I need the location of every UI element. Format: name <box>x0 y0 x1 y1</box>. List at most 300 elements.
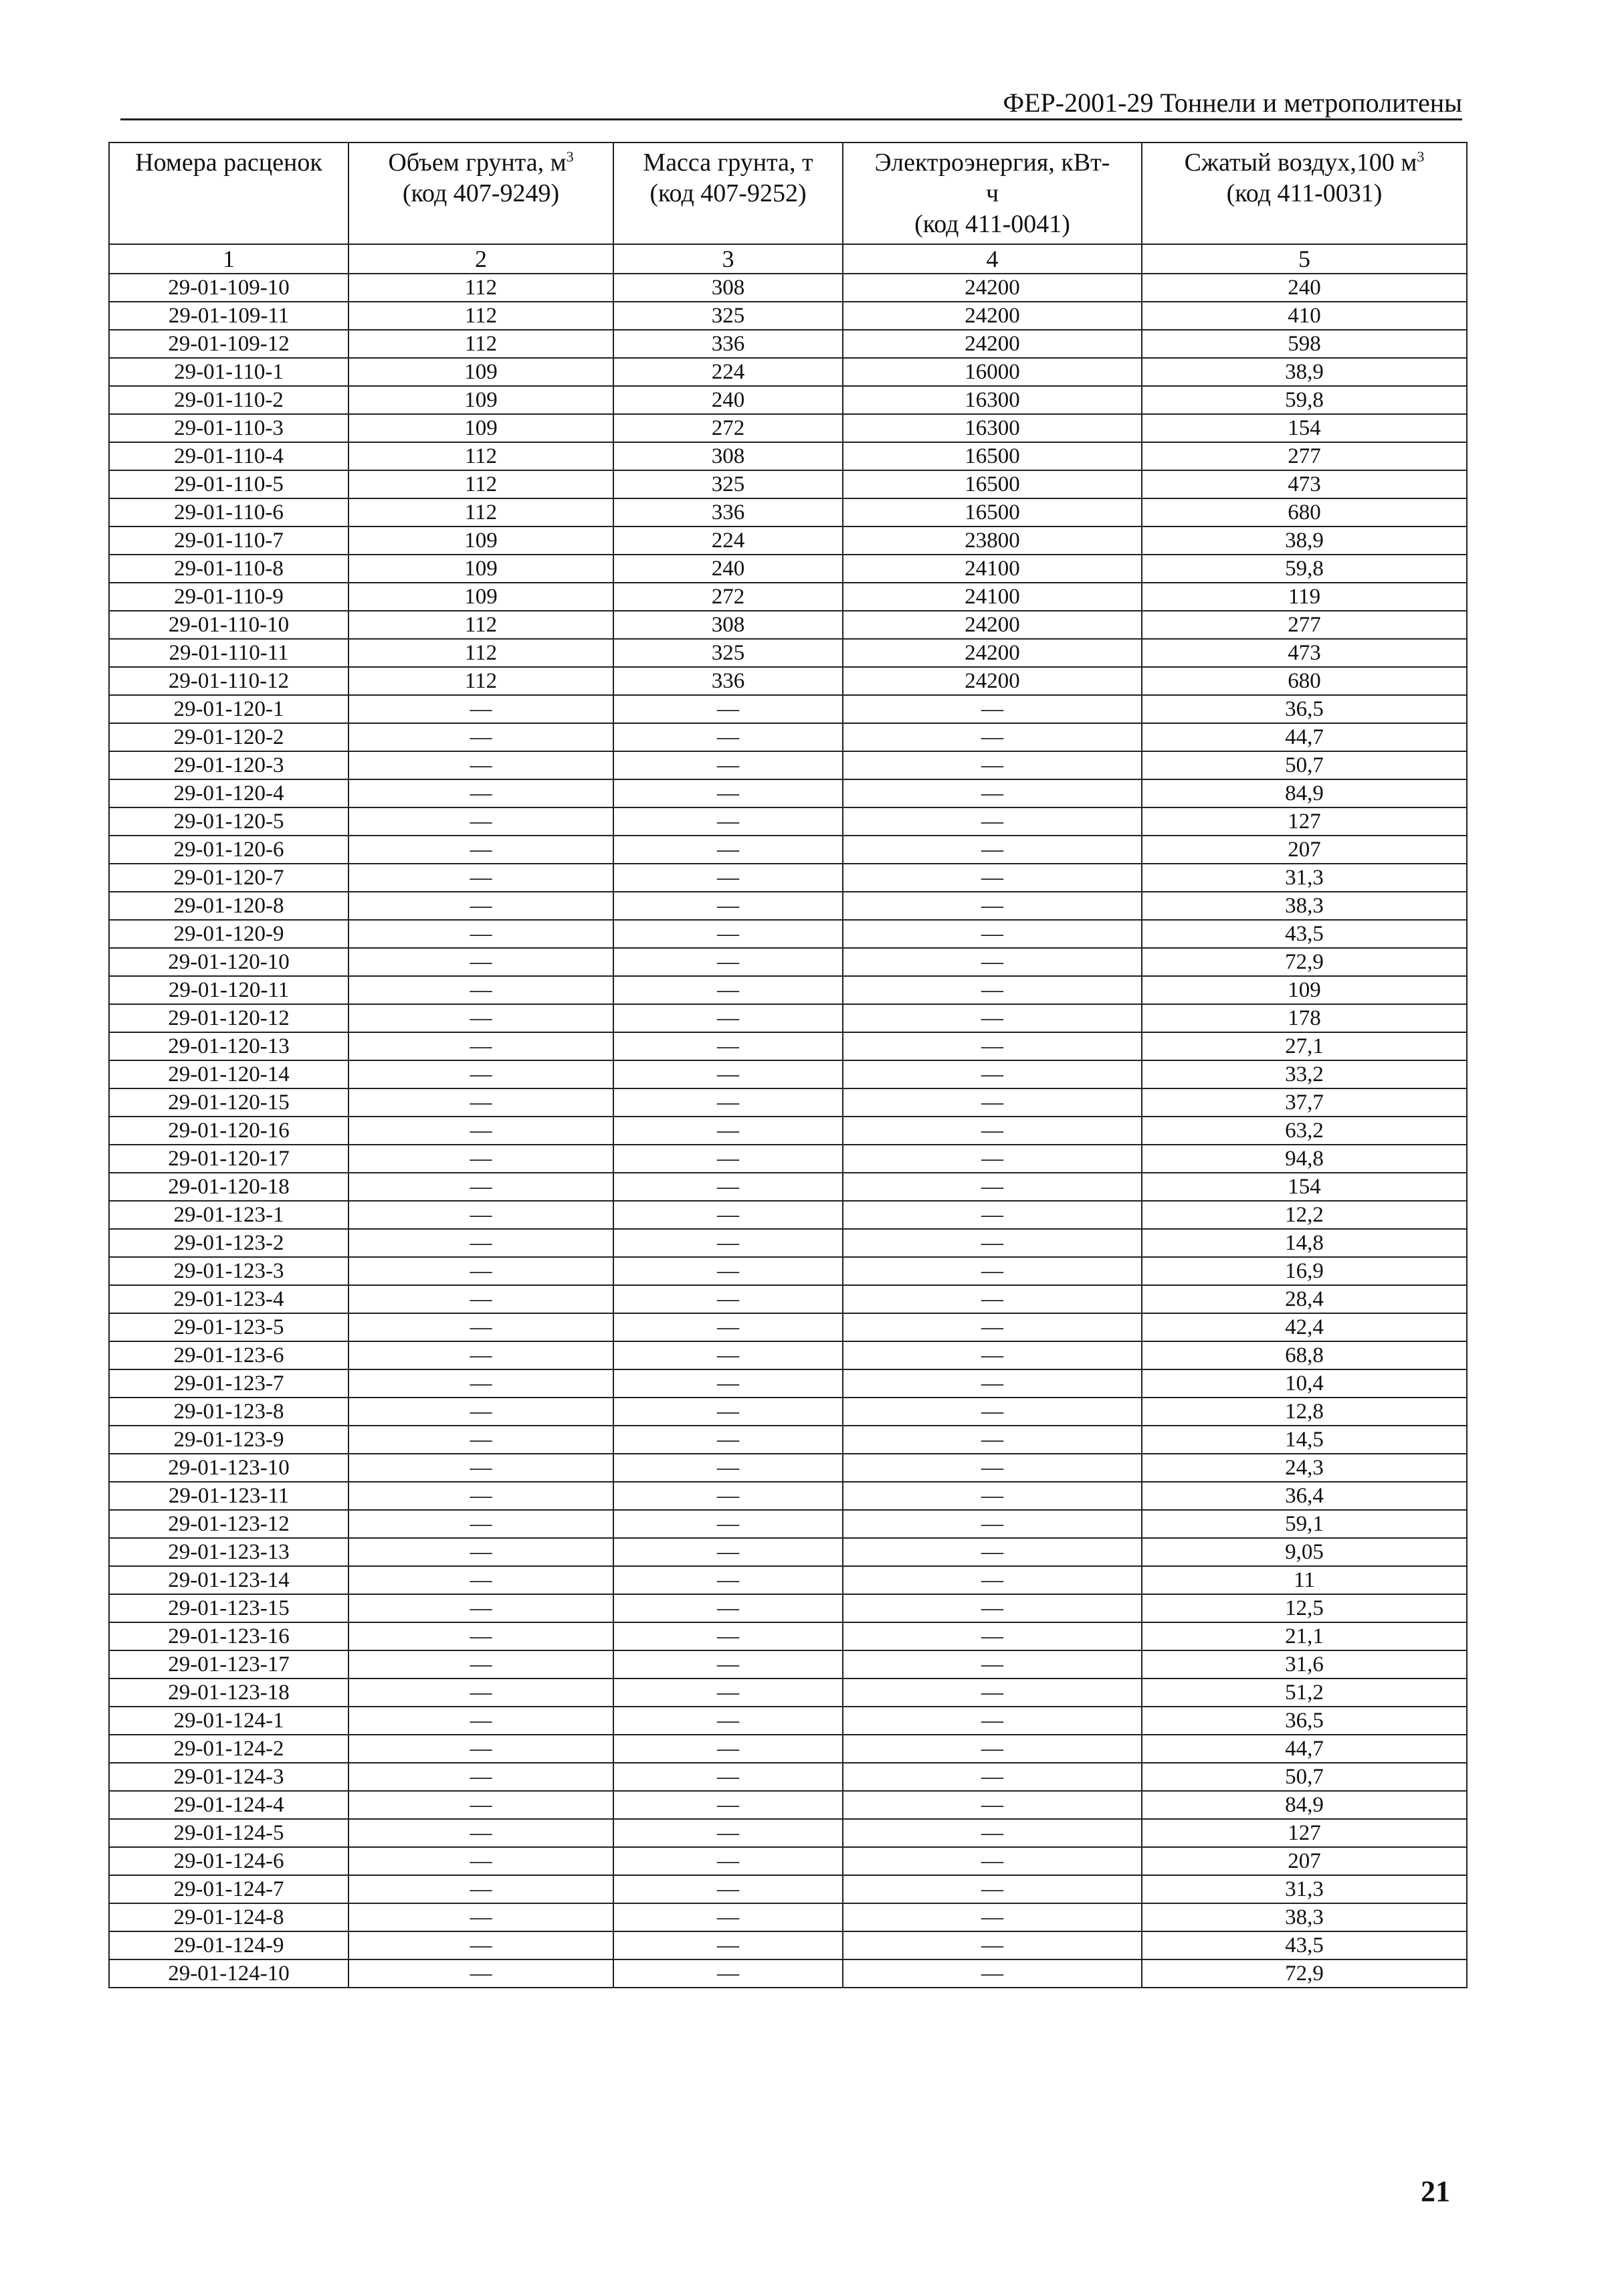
compressed-air-cell: 154 <box>1142 414 1467 442</box>
compressed-air-cell: 31,3 <box>1142 864 1467 892</box>
compressed-air-cell: 24,3 <box>1142 1454 1467 1482</box>
table-row <box>109 1707 1467 1735</box>
column-header-electricity <box>843 142 1142 244</box>
table-row <box>109 864 1467 892</box>
electricity-cell: — <box>843 1482 1142 1510</box>
rate-number-cell: 29-01-124-1 <box>109 1707 348 1735</box>
table-row <box>109 386 1467 414</box>
compressed-air-cell: 72,9 <box>1142 1959 1467 1988</box>
soil-mass-cell: 336 <box>613 330 843 358</box>
rate-number-cell: 29-01-123-12 <box>109 1510 348 1538</box>
electricity-cell: — <box>843 920 1142 948</box>
compressed-air-cell: 154 <box>1142 1173 1467 1201</box>
electricity-cell: — <box>843 1341 1142 1369</box>
electricity-cell: 16500 <box>843 442 1142 470</box>
soil-mass-cell: — <box>613 1454 843 1482</box>
soil-volume-cell: — <box>348 1707 613 1735</box>
rate-number-cell: 29-01-120-12 <box>109 1004 348 1032</box>
soil-volume-cell: — <box>348 1482 613 1510</box>
soil-volume-cell: — <box>348 779 613 807</box>
soil-mass-cell: — <box>613 1088 843 1117</box>
column-header-line: Электроэнергия, кВт- <box>874 149 1110 177</box>
soil-volume-cell: 112 <box>348 330 613 358</box>
table-row <box>109 1313 1467 1341</box>
soil-mass-cell: — <box>613 807 843 836</box>
compressed-air-cell: 36,4 <box>1142 1482 1467 1510</box>
electricity-cell: 24200 <box>843 330 1142 358</box>
column-number: 1 <box>109 244 348 274</box>
soil-volume-cell: 112 <box>348 302 613 330</box>
soil-volume-cell: 112 <box>348 639 613 667</box>
compressed-air-cell: 12,2 <box>1142 1201 1467 1229</box>
soil-mass-cell: — <box>613 1257 843 1285</box>
table-row <box>109 1285 1467 1313</box>
column-header-line: Сжатый воздух,100 м <box>1184 149 1417 177</box>
electricity-cell: — <box>843 1201 1142 1229</box>
rate-number-cell: 29-01-123-18 <box>109 1679 348 1707</box>
soil-volume-cell: — <box>348 1819 613 1847</box>
rate-number-cell: 29-01-110-4 <box>109 442 348 470</box>
rate-number-cell: 29-01-123-17 <box>109 1650 348 1679</box>
soil-mass-cell: — <box>613 1931 843 1959</box>
soil-volume-cell: 109 <box>348 414 613 442</box>
column-header-line: Номера расценок <box>135 149 322 177</box>
column-header-rate-numbers <box>109 142 348 244</box>
table-row <box>109 1145 1467 1173</box>
table-row <box>109 1201 1467 1229</box>
rate-number-cell: 29-01-124-5 <box>109 1819 348 1847</box>
table-row <box>109 948 1467 976</box>
rate-number-cell: 29-01-123-7 <box>109 1369 348 1398</box>
compressed-air-cell: 11 <box>1142 1566 1467 1594</box>
table-row <box>109 892 1467 920</box>
soil-volume-cell: — <box>348 1566 613 1594</box>
column-number: 3 <box>613 244 843 274</box>
soil-mass-cell: — <box>613 1875 843 1903</box>
electricity-cell: — <box>843 1791 1142 1819</box>
page-number: 21 <box>1421 2175 1450 2208</box>
table-row <box>109 1060 1467 1088</box>
electricity-cell: — <box>843 1566 1142 1594</box>
compressed-air-cell: 37,7 <box>1142 1088 1467 1117</box>
soil-volume-cell: — <box>348 1650 613 1679</box>
rate-number-cell: 29-01-120-5 <box>109 807 348 836</box>
table-row <box>109 1088 1467 1117</box>
rate-number-cell: 29-01-124-9 <box>109 1931 348 1959</box>
table-row <box>109 695 1467 723</box>
table-row <box>109 358 1467 386</box>
rate-number-cell: 29-01-120-17 <box>109 1145 348 1173</box>
page-header <box>120 86 1462 120</box>
rate-number-cell: 29-01-123-6 <box>109 1341 348 1369</box>
table-row <box>109 1735 1467 1763</box>
soil-volume-cell: — <box>348 1398 613 1426</box>
electricity-cell: — <box>843 1903 1142 1931</box>
column-header-line: Масса грунта, т <box>643 149 813 177</box>
soil-mass-cell: — <box>613 1004 843 1032</box>
soil-volume-cell: 109 <box>348 527 613 555</box>
rate-number-cell: 29-01-120-15 <box>109 1088 348 1117</box>
rate-number-cell: 29-01-110-5 <box>109 470 348 498</box>
soil-volume-cell: — <box>348 1426 613 1454</box>
soil-volume-cell: — <box>348 1454 613 1482</box>
soil-mass-cell: 308 <box>613 611 843 639</box>
soil-mass-cell: 325 <box>613 302 843 330</box>
soil-volume-cell: — <box>348 1903 613 1931</box>
rate-number-cell: 29-01-120-4 <box>109 779 348 807</box>
electricity-cell: — <box>843 1145 1142 1173</box>
electricity-cell: — <box>843 1538 1142 1566</box>
soil-mass-cell: — <box>613 920 843 948</box>
rate-number-cell: 29-01-120-3 <box>109 751 348 779</box>
compressed-air-cell: 44,7 <box>1142 1735 1467 1763</box>
electricity-cell: — <box>843 1173 1142 1201</box>
soil-volume-cell: — <box>348 1088 613 1117</box>
rate-number-cell: 29-01-110-10 <box>109 611 348 639</box>
compressed-air-cell: 84,9 <box>1142 779 1467 807</box>
electricity-cell: — <box>843 1229 1142 1257</box>
rate-number-cell: 29-01-110-1 <box>109 358 348 386</box>
electricity-cell: — <box>843 1313 1142 1341</box>
compressed-air-cell: 178 <box>1142 1004 1467 1032</box>
electricity-cell: — <box>843 1088 1142 1117</box>
column-header-soil-mass <box>613 142 843 244</box>
compressed-air-cell: 9,05 <box>1142 1538 1467 1566</box>
soil-volume-cell: — <box>348 1510 613 1538</box>
soil-mass-cell: — <box>613 1763 843 1791</box>
compressed-air-cell: 33,2 <box>1142 1060 1467 1088</box>
soil-volume-cell: — <box>348 1004 613 1032</box>
column-number-row <box>109 244 1467 274</box>
compressed-air-cell: 14,5 <box>1142 1426 1467 1454</box>
electricity-cell: — <box>843 1369 1142 1398</box>
soil-volume-cell: 109 <box>348 583 613 611</box>
soil-mass-cell: — <box>613 1847 843 1875</box>
compressed-air-cell: 473 <box>1142 470 1467 498</box>
soil-mass-cell: — <box>613 1707 843 1735</box>
table-row <box>109 442 1467 470</box>
compressed-air-cell: 27,1 <box>1142 1032 1467 1060</box>
electricity-cell: 24200 <box>843 667 1142 695</box>
compressed-air-cell: 14,8 <box>1142 1229 1467 1257</box>
rate-number-cell: 29-01-124-3 <box>109 1763 348 1791</box>
electricity-cell: — <box>843 1735 1142 1763</box>
soil-volume-cell: — <box>348 1201 613 1229</box>
soil-mass-cell: — <box>613 723 843 751</box>
rate-number-cell: 29-01-124-8 <box>109 1903 348 1931</box>
compressed-air-cell: 127 <box>1142 1819 1467 1847</box>
soil-volume-cell: — <box>348 892 613 920</box>
electricity-cell: — <box>843 1426 1142 1454</box>
table-row <box>109 470 1467 498</box>
compressed-air-cell: 598 <box>1142 330 1467 358</box>
table-row <box>109 1594 1467 1622</box>
electricity-cell: — <box>843 1650 1142 1679</box>
electricity-cell: — <box>843 1847 1142 1875</box>
electricity-cell: — <box>843 1004 1142 1032</box>
soil-mass-cell: — <box>613 1426 843 1454</box>
electricity-cell: — <box>843 779 1142 807</box>
soil-volume-cell: — <box>348 1875 613 1903</box>
compressed-air-cell: 109 <box>1142 976 1467 1004</box>
soil-mass-cell: — <box>613 1060 843 1088</box>
rate-number-cell: 29-01-120-6 <box>109 836 348 864</box>
table-row <box>109 1369 1467 1398</box>
soil-mass-cell: — <box>613 1735 843 1763</box>
soil-volume-cell: — <box>348 920 613 948</box>
compressed-air-cell: 10,4 <box>1142 1369 1467 1398</box>
soil-mass-cell: — <box>613 1145 843 1173</box>
rate-number-cell: 29-01-123-15 <box>109 1594 348 1622</box>
compressed-air-cell: 84,9 <box>1142 1791 1467 1819</box>
soil-mass-cell: — <box>613 779 843 807</box>
electricity-cell: — <box>843 864 1142 892</box>
soil-volume-cell: 112 <box>348 442 613 470</box>
soil-volume-cell: — <box>348 1285 613 1313</box>
soil-mass-cell: 308 <box>613 274 843 302</box>
table-row <box>109 1763 1467 1791</box>
rates-table <box>108 142 1468 1988</box>
compressed-air-cell: 36,5 <box>1142 1707 1467 1735</box>
electricity-cell: — <box>843 1117 1142 1145</box>
soil-mass-cell: 336 <box>613 498 843 527</box>
table-row <box>109 1257 1467 1285</box>
soil-mass-cell: — <box>613 948 843 976</box>
soil-mass-cell: — <box>613 1285 843 1313</box>
soil-volume-cell: — <box>348 1117 613 1145</box>
compressed-air-cell: 12,5 <box>1142 1594 1467 1622</box>
rate-number-cell: 29-01-124-2 <box>109 1735 348 1763</box>
soil-mass-cell: — <box>613 1341 843 1369</box>
soil-volume-cell: — <box>348 1763 613 1791</box>
rate-number-cell: 29-01-109-11 <box>109 302 348 330</box>
soil-volume-cell: — <box>348 1173 613 1201</box>
compressed-air-cell: 38,9 <box>1142 358 1467 386</box>
table-row <box>109 1173 1467 1201</box>
soil-mass-cell: 240 <box>613 386 843 414</box>
soil-mass-cell: — <box>613 695 843 723</box>
soil-mass-cell: — <box>613 1201 843 1229</box>
compressed-air-cell: 473 <box>1142 639 1467 667</box>
rate-number-cell: 29-01-120-9 <box>109 920 348 948</box>
electricity-cell: — <box>843 1398 1142 1426</box>
soil-volume-cell: 112 <box>348 498 613 527</box>
soil-volume-cell: 109 <box>348 386 613 414</box>
electricity-cell: — <box>843 892 1142 920</box>
table-row <box>109 555 1467 583</box>
rate-number-cell: 29-01-110-6 <box>109 498 348 527</box>
electricity-cell: 16000 <box>843 358 1142 386</box>
soil-mass-cell: — <box>613 1369 843 1398</box>
soil-mass-cell: — <box>613 1538 843 1566</box>
table-row <box>109 1679 1467 1707</box>
soil-volume-cell: — <box>348 1060 613 1088</box>
rate-number-cell: 29-01-109-12 <box>109 330 348 358</box>
soil-volume-cell: 109 <box>348 555 613 583</box>
compressed-air-cell: 410 <box>1142 302 1467 330</box>
column-header-compressed-air <box>1142 142 1467 244</box>
column-header-line: ч <box>985 179 999 207</box>
rate-number-cell: 29-01-124-7 <box>109 1875 348 1903</box>
rate-number-cell: 29-01-120-8 <box>109 892 348 920</box>
soil-volume-cell: 109 <box>348 358 613 386</box>
soil-mass-cell: — <box>613 1650 843 1679</box>
soil-volume-cell: — <box>348 1369 613 1398</box>
soil-mass-cell: — <box>613 1791 843 1819</box>
table-row <box>109 414 1467 442</box>
compressed-air-cell: 240 <box>1142 274 1467 302</box>
compressed-air-cell: 21,1 <box>1142 1622 1467 1650</box>
soil-volume-cell: — <box>348 836 613 864</box>
table-row <box>109 723 1467 751</box>
table-row <box>109 1931 1467 1959</box>
column-header-code: (код 407-9249) <box>402 179 560 207</box>
column-number: 4 <box>843 244 1142 274</box>
table-row <box>109 1426 1467 1454</box>
compressed-air-cell: 42,4 <box>1142 1313 1467 1341</box>
superscript: 3 <box>566 148 574 165</box>
rate-number-cell: 29-01-120-1 <box>109 695 348 723</box>
soil-volume-cell: — <box>348 723 613 751</box>
rate-number-cell: 29-01-120-16 <box>109 1117 348 1145</box>
compressed-air-cell: 207 <box>1142 1847 1467 1875</box>
table-row <box>109 1847 1467 1875</box>
rate-number-cell: 29-01-123-5 <box>109 1313 348 1341</box>
table-row <box>109 1229 1467 1257</box>
rate-number-cell: 29-01-123-3 <box>109 1257 348 1285</box>
compressed-air-cell: 207 <box>1142 836 1467 864</box>
superscript: 3 <box>1417 148 1425 165</box>
soil-volume-cell: — <box>348 1791 613 1819</box>
soil-volume-cell: — <box>348 1735 613 1763</box>
soil-volume-cell: — <box>348 1229 613 1257</box>
electricity-cell: — <box>843 1032 1142 1060</box>
soil-volume-cell: — <box>348 1257 613 1285</box>
soil-volume-cell: — <box>348 807 613 836</box>
table-row <box>109 1482 1467 1510</box>
table-row <box>109 1510 1467 1538</box>
rate-number-cell: 29-01-124-4 <box>109 1791 348 1819</box>
electricity-cell: — <box>843 1594 1142 1622</box>
electricity-cell: — <box>843 751 1142 779</box>
soil-volume-cell: — <box>348 1931 613 1959</box>
table-row <box>109 274 1467 302</box>
electricity-cell: — <box>843 695 1142 723</box>
soil-volume-cell: 112 <box>348 470 613 498</box>
column-header-code: (код 411-0031) <box>1226 179 1383 207</box>
column-header-code: (код 407-9252) <box>649 179 807 207</box>
soil-volume-cell: — <box>348 864 613 892</box>
soil-volume-cell: — <box>348 1594 613 1622</box>
rate-number-cell: 29-01-123-10 <box>109 1454 348 1482</box>
soil-mass-cell: 336 <box>613 667 843 695</box>
rate-number-cell: 29-01-120-14 <box>109 1060 348 1088</box>
soil-volume-cell: — <box>348 948 613 976</box>
table-row <box>109 1004 1467 1032</box>
soil-mass-cell: — <box>613 1622 843 1650</box>
compressed-air-cell: 51,2 <box>1142 1679 1467 1707</box>
compressed-air-cell: 36,5 <box>1142 695 1467 723</box>
electricity-cell: — <box>843 807 1142 836</box>
soil-mass-cell: — <box>613 751 843 779</box>
table-row <box>109 1819 1467 1847</box>
electricity-cell: — <box>843 1959 1142 1988</box>
electricity-cell: — <box>843 1931 1142 1959</box>
soil-mass-cell: — <box>613 1819 843 1847</box>
compressed-air-cell: 38,3 <box>1142 892 1467 920</box>
electricity-cell: — <box>843 836 1142 864</box>
table-row <box>109 1032 1467 1060</box>
soil-volume-cell: — <box>348 1538 613 1566</box>
table-header <box>109 142 1467 274</box>
soil-mass-cell: — <box>613 1679 843 1707</box>
soil-mass-cell: — <box>613 1173 843 1201</box>
soil-volume-cell: 112 <box>348 274 613 302</box>
compressed-air-cell: 50,7 <box>1142 1763 1467 1791</box>
soil-volume-cell: 112 <box>348 667 613 695</box>
soil-mass-cell: — <box>613 892 843 920</box>
electricity-cell: — <box>843 1679 1142 1707</box>
electricity-cell: — <box>843 1060 1142 1088</box>
electricity-cell: 24200 <box>843 639 1142 667</box>
table-row <box>109 1959 1467 1988</box>
compressed-air-cell: 68,8 <box>1142 1341 1467 1369</box>
electricity-cell: — <box>843 1763 1142 1791</box>
soil-mass-cell: — <box>613 1313 843 1341</box>
electricity-cell: 24100 <box>843 583 1142 611</box>
table-row <box>109 1538 1467 1566</box>
table-row <box>109 807 1467 836</box>
rate-number-cell: 29-01-123-13 <box>109 1538 348 1566</box>
compressed-air-cell: 63,2 <box>1142 1117 1467 1145</box>
electricity-cell: 23800 <box>843 527 1142 555</box>
soil-mass-cell: — <box>613 1032 843 1060</box>
compressed-air-cell: 38,3 <box>1142 1903 1467 1931</box>
soil-mass-cell: — <box>613 976 843 1004</box>
soil-volume-cell: 112 <box>348 611 613 639</box>
compressed-air-cell: 119 <box>1142 583 1467 611</box>
compressed-air-cell: 59,8 <box>1142 555 1467 583</box>
soil-volume-cell: — <box>348 1032 613 1060</box>
rate-number-cell: 29-01-120-13 <box>109 1032 348 1060</box>
table-row <box>109 836 1467 864</box>
compressed-air-cell: 38,9 <box>1142 527 1467 555</box>
soil-mass-cell: 272 <box>613 414 843 442</box>
electricity-cell: — <box>843 1875 1142 1903</box>
soil-volume-cell: — <box>348 1679 613 1707</box>
rate-number-cell: 29-01-110-7 <box>109 527 348 555</box>
soil-mass-cell: 325 <box>613 470 843 498</box>
rate-number-cell: 29-01-120-18 <box>109 1173 348 1201</box>
rate-number-cell: 29-01-120-11 <box>109 976 348 1004</box>
rate-number-cell: 29-01-110-12 <box>109 667 348 695</box>
table-row <box>109 1117 1467 1145</box>
electricity-cell: 16300 <box>843 386 1142 414</box>
compressed-air-cell: 680 <box>1142 667 1467 695</box>
rate-number-cell: 29-01-110-8 <box>109 555 348 583</box>
soil-mass-cell: 224 <box>613 358 843 386</box>
soil-mass-cell: — <box>613 1566 843 1594</box>
table-row <box>109 1903 1467 1931</box>
electricity-cell: — <box>843 1622 1142 1650</box>
compressed-air-cell: 43,5 <box>1142 920 1467 948</box>
soil-mass-cell: 272 <box>613 583 843 611</box>
electricity-cell: — <box>843 976 1142 1004</box>
soil-volume-cell: — <box>348 1341 613 1369</box>
table-row <box>109 667 1467 695</box>
compressed-air-cell: 59,1 <box>1142 1510 1467 1538</box>
electricity-cell: 16500 <box>843 498 1142 527</box>
